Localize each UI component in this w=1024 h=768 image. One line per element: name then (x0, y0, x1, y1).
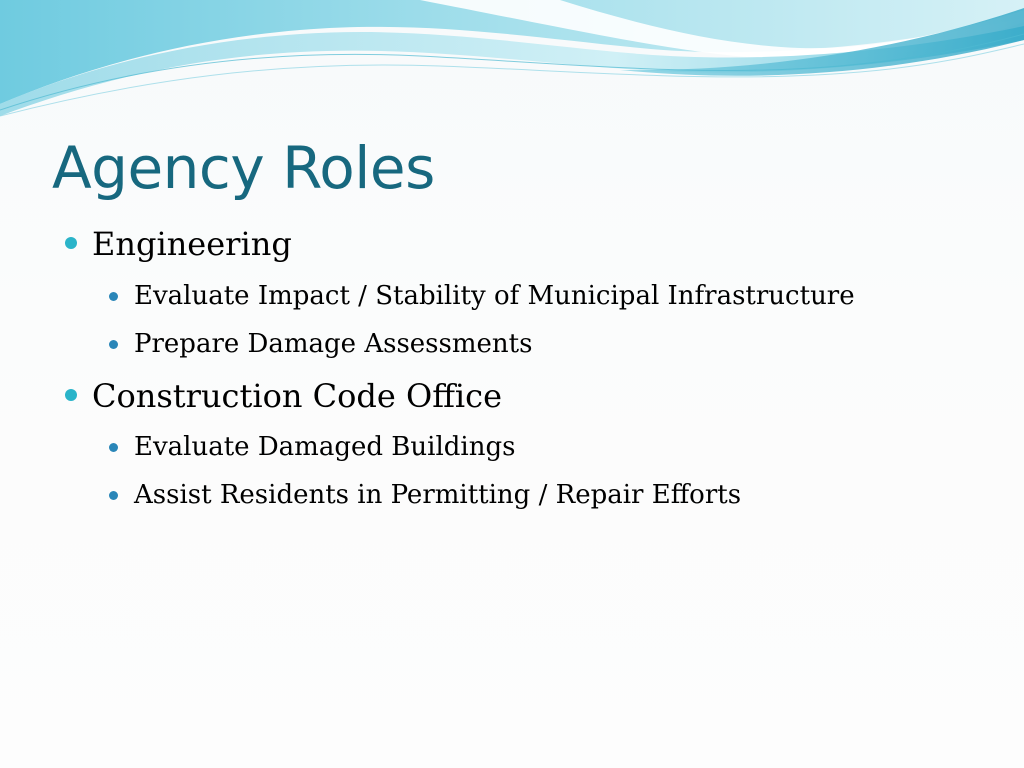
wave-header-decoration (0, 0, 1024, 130)
sub-bullet-evaluate-impact: Evaluate Impact / Stability of Municipal Infrastructure (134, 281, 855, 311)
sub-bullet-dot-icon (109, 292, 118, 301)
sub-bullet-dot-icon (109, 443, 118, 452)
sub-bullet-dot-icon (109, 491, 118, 500)
bullet-dot-icon (65, 237, 77, 249)
bullet-construction-code-office: Construction Code Office (92, 377, 503, 415)
slide-title: Agency Roles (52, 134, 435, 202)
bullet-dot-icon (65, 389, 77, 401)
sub-bullet-evaluate-damaged: Evaluate Damaged Buildings (134, 432, 516, 462)
sub-bullet-prepare-damage: Prepare Damage Assessments (134, 329, 533, 359)
sub-bullet-dot-icon (109, 340, 118, 349)
sub-bullet-assist-residents: Assist Residents in Permitting / Repair Efforts (134, 480, 742, 510)
bullet-engineering: Engineering (92, 225, 292, 263)
